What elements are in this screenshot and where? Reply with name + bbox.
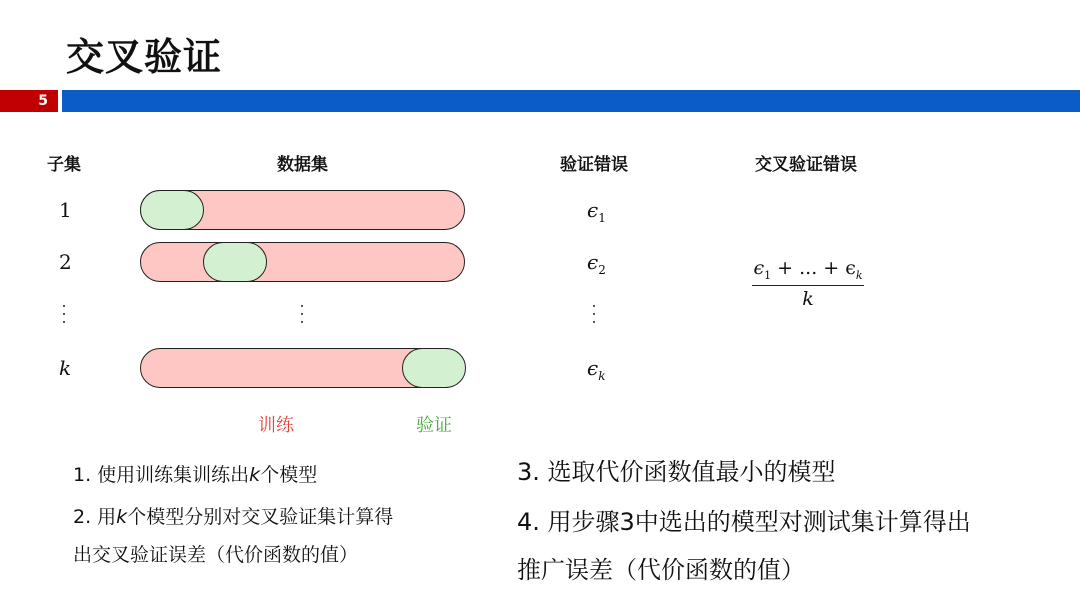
page-number: 5 bbox=[0, 90, 58, 112]
epsilon-1: $\epsilon_1$ bbox=[587, 198, 606, 225]
row-label-1: 1 bbox=[59, 198, 72, 222]
bar-ellipsis bbox=[299, 305, 305, 329]
dataset-bar-k bbox=[140, 348, 465, 388]
epsilon-1-subscript: 1 bbox=[598, 211, 606, 225]
row-label-2: 2 bbox=[59, 250, 72, 274]
epsilon-k-subscript: k bbox=[598, 369, 606, 383]
step-2-continued: 出交叉验证误差（代价函数的值） bbox=[73, 544, 359, 566]
dataset-bar-1 bbox=[140, 190, 465, 230]
step-1: 1. 使用训练集训练出k个模型 bbox=[73, 464, 318, 486]
step-3: 3. 选取代价函数值最小的模型 bbox=[517, 458, 836, 486]
header-cv-error: 交叉验证错误 bbox=[755, 155, 857, 175]
title-underline-bar bbox=[62, 90, 1080, 112]
validation-fold-k bbox=[402, 348, 466, 388]
epsilon-2: $\epsilon_2$ bbox=[587, 250, 606, 277]
epsilon-ellipsis bbox=[591, 305, 597, 329]
epsilon-2-subscript: 2 bbox=[598, 263, 606, 277]
legend-validate: 验证 bbox=[416, 415, 452, 436]
formula-numerator: $\epsilon_1$ + ... + $\epsilon_k$ bbox=[753, 257, 863, 282]
row-label-k: k bbox=[59, 356, 72, 380]
cv-error-formula bbox=[752, 257, 864, 310]
slide-title: 交叉验证 bbox=[66, 35, 223, 79]
validation-fold-1 bbox=[140, 190, 204, 230]
validation-fold-2 bbox=[203, 242, 267, 282]
step-4-continued: 推广误差（代价函数的值） bbox=[517, 556, 805, 584]
epsilon-k: $\epsilon_k$ bbox=[587, 356, 606, 383]
row-ellipsis bbox=[61, 305, 67, 329]
step-2: 2. 用k个模型分别对交叉验证集计算得 bbox=[73, 506, 394, 528]
step-4: 4. 用步骤3中选出的模型对测试集计算得出 bbox=[517, 508, 971, 536]
formula-denominator: k bbox=[802, 288, 814, 311]
legend-train: 训练 bbox=[258, 415, 294, 436]
header-subset: 子集 bbox=[47, 155, 81, 175]
header-dataset: 数据集 bbox=[277, 155, 328, 175]
dataset-bar-2 bbox=[140, 242, 465, 282]
header-validation-error: 验证错误 bbox=[560, 155, 628, 175]
